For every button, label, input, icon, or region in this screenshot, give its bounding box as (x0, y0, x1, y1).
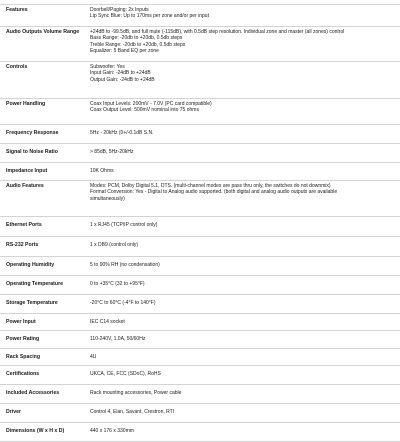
spec-label: Storage Temperature (6, 300, 58, 306)
spec-value (90, 29, 396, 55)
spec-label: RS-232 Ports (6, 242, 39, 248)
spec-label: Ethernet Ports (6, 222, 42, 228)
spec-label: Power Input (6, 319, 36, 325)
spec-row-ethernet-ports (0, 216, 400, 237)
spec-label: Operating Temperature (6, 281, 63, 287)
spec-value (90, 149, 396, 155)
spec-value (90, 319, 396, 325)
spec-value-line: Format Conversion: Yes - Digital to Analog audio supported. (both digital and analog audio outputs are available (90, 189, 338, 196)
spec-row-included-accessories (0, 384, 400, 404)
spec-row-operating-temperature (0, 275, 400, 295)
spec-value (90, 354, 396, 360)
spec-value (90, 390, 396, 396)
spec-label: Audio Features (6, 183, 44, 189)
spec-value-line: Coax Input Levels: 200mV - 7.0V (PC card compatible) (90, 101, 212, 107)
spec-value-line: Input Gain: -24dB to +24dB (90, 70, 151, 77)
spec-value-line: simultaneously) (90, 195, 125, 202)
spec-value-line: 110-240V, 1.0A, 50/60Hz (90, 336, 146, 342)
spec-value-line: 1 x RJ45 (TCP/IP control only) (90, 222, 158, 228)
spec-value (90, 262, 396, 268)
spec-row-audio-features (0, 180, 400, 217)
spec-row-signal-to-noise-ratio (0, 143, 400, 163)
spec-row-impedance-input (0, 162, 400, 181)
spec-value-line: Equalizer: 5 Band EQ per zone (90, 48, 159, 55)
spec-value (90, 130, 396, 136)
spec-value-line: Treble Range: -20db to +20db, 0.5db steps (90, 41, 186, 48)
spec-row-storage-temperature (0, 294, 400, 314)
spec-label: Controls (6, 64, 28, 70)
spec-value-line: Bass Range: -20db to +20db, 0.5db steps (90, 35, 183, 42)
spec-value (90, 281, 396, 287)
spec-value (90, 183, 396, 202)
spec-row-certifications (0, 365, 400, 385)
spec-value (90, 7, 396, 20)
spec-label: Driver (6, 409, 21, 415)
spec-label: Included Accessories (6, 390, 60, 396)
spec-value-line: UKCA, CE, FCC (SDoC), RoHS (90, 371, 161, 377)
spec-row-power-handling (0, 98, 400, 125)
spec-value-line: Modes: PCM, Dolby Digital 5.1, DTS. (multi-channel modes are pass thru only, the switches do not downmix) (90, 183, 331, 189)
spec-value-line: Doorbell/Paging: 2x Inputs (90, 7, 149, 13)
spec-value-line: +24dB to -99.5dB, and full mute (-115dB), with 0.5dB step resolution. Individual zone and master (all zones) control (90, 29, 345, 35)
spec-value-line: 10K Ohms (90, 168, 114, 174)
spec-value-line: 1 x DB9 (control only) (90, 242, 139, 248)
spec-row-features (0, 4, 400, 27)
spec-value-line: 0 to +35°C (32 to +95°F) (90, 281, 145, 287)
spec-row-dimensions-w-x-h-x-d (0, 422, 400, 442)
spec-value-line: -20°C to 60°C (-4°F to 140°F) (90, 300, 156, 306)
spec-label: Rack Spacing (6, 354, 41, 360)
spec-row-power-input (0, 313, 400, 331)
spec-row-audio-outputs-volume-range (0, 26, 400, 62)
spec-label: Frequency Response (6, 130, 59, 136)
spec-value-line: 440 x 176 x 330mm (90, 428, 134, 434)
spec-value-line: Rack mounting accessories, Power cable (90, 390, 182, 396)
spec-label: Power Rating (6, 336, 40, 342)
spec-row-rs-232-ports (0, 236, 400, 257)
spec-value (90, 222, 396, 228)
spec-value (90, 168, 396, 174)
spec-value-line: Control 4, Elan, Savant, Crestron, RTI (90, 409, 175, 415)
spec-value-line: Subwoofer: Yes (90, 64, 125, 70)
spec-value-line: Coax Output Level: 500mV nominal into 75 ohms (90, 107, 199, 114)
spec-value-line: IEC C14 socket (90, 319, 125, 325)
spec-value-line: 5 to 90% RH (no condensation) (90, 262, 160, 268)
spec-value (90, 101, 396, 114)
spec-label: Features (6, 7, 28, 13)
spec-value-line: 5Hz - 20kHz (0+/-0.1dB S.N. (90, 130, 154, 136)
spec-label: Signal to Noise Ratio (6, 149, 58, 155)
spec-row-operating-humidity (0, 256, 400, 276)
spec-row-rack-spacing (0, 348, 400, 366)
spec-label: Certifications (6, 371, 40, 377)
spec-value-line: Lip Sync Blue: Up to 170ms per zone and/or per input (90, 13, 209, 20)
spec-value (90, 336, 396, 342)
spec-label: Audio Outputs Volume Range (6, 29, 80, 35)
spec-value-line: Output Gain: -24dB to +24dB (90, 76, 155, 83)
spec-row-frequency-response (0, 124, 400, 144)
spec-value (90, 64, 396, 83)
spec-value-line: > 85dB, 5Hz-20kHz (90, 149, 134, 155)
spec-value-line: 4U (90, 354, 97, 360)
spec-row-power-rating (0, 330, 400, 349)
spec-row-controls (0, 61, 400, 99)
spec-label: Dimensions (W x H x D) (6, 428, 65, 434)
spec-value (90, 300, 396, 306)
spec-label: Impedance Input (6, 168, 48, 174)
spec-label: Power Handling (6, 101, 46, 107)
spec-value (90, 371, 396, 377)
spec-value (90, 242, 396, 248)
spec-label: Operating Humidity (6, 262, 55, 268)
spec-value (90, 428, 396, 434)
spec-row-driver (0, 403, 400, 423)
spec-value (90, 409, 396, 415)
